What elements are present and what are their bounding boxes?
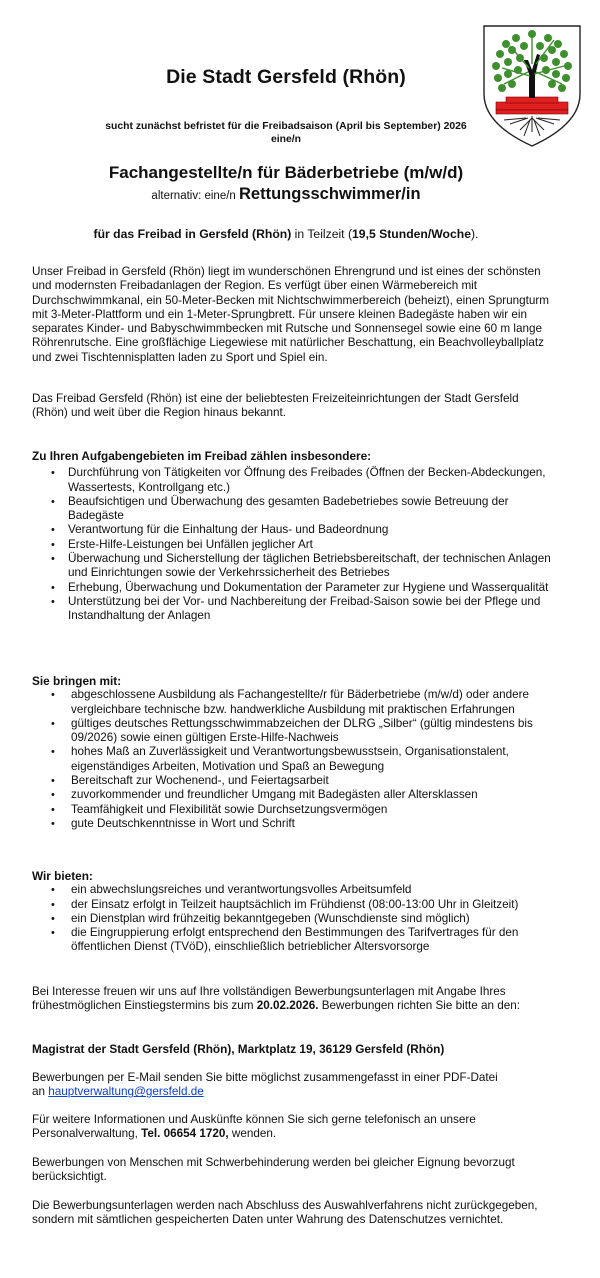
application-text: Bei Interesse freuen wir uns auf Ihre vollständigen Bewerbungsunterlagen mit Angabe Ihres frühestmöglichen Einstiegstermins bis zum: [32, 985, 506, 1013]
subtitle-line-2: eine/n: [270, 134, 302, 145]
list-item: • der Einsatz erfolgt in Teilzeit hauptsächlich im Frühdienst (08:00-13:00 Uhr in Gleitzeit): [32, 898, 552, 912]
list-item: • Beaufsichtigen und Überwachung des gesamten Badebetriebes sowie Betreuung der Badegäste: [32, 495, 552, 524]
list-item: • Erhebung, Überwachung und Dokumentation der Parameter zur Hygiene und Wasserqualität: [32, 581, 552, 595]
intro-paragraph-1: Unser Freibad in Gersfeld (Rhön) liegt im wunderschönen Ehrengrund und ist eines der schönsten und modernsten Freibadanlagen der Region. Es verfügt über einen Wärmebereich mit Durchschwimmkanal, ein 50-Meter-Becken mit Nichtschwimmerbereich (beheizt), einen Sprungturm mit 3-Meter-Plattform und ein 1-Meter-Sprungbrett. Für unsere kleinen Badegäste haben wir ein separates Kinder- und Babyschwimmbecken mit Rutsche und Sonnensegel sowie eine 60 m lange Röhrenrutsche. Eine großflächige Liegewiese mit natürlicher Beschattung, ein Beachvolleyballplatz und zwei Tischtennisplatten laden zu Sport und Spiel ein.: [32, 265, 550, 364]
list-item: • ein abwechslungsreiches und verantwortungsvolles Arbeitsumfeld: [32, 883, 552, 897]
offer-heading: Wir bieten:: [32, 869, 93, 883]
location-text: für das Freibad in Gersfeld (Rhön): [93, 227, 292, 241]
application-address: Magistrat der Stadt Gersfeld (Rhön), Marktplatz 19, 36129 Gersfeld (Rhön): [32, 1042, 445, 1056]
application-paragraph: [32, 985, 552, 1014]
list-item: • Überwachung und Sicherstellung der täglichen Betriebsbereitschaft, der technischen Anlagen und Einrichtungen sowie der Verkehrssicherheit des Betriebes: [32, 552, 552, 581]
tasks-heading: Zu Ihren Aufgabengebieten im Freibad zählen insbesondere:: [32, 449, 372, 463]
subtitle-line-1: sucht zunächst befristet für die Freibadsaison (April bis September) 2026: [105, 121, 467, 132]
tasks-section: [32, 449, 552, 624]
location-connector: in Teilzeit (: [291, 227, 353, 241]
list-item: • Verantwortung für die Einhaltung der Haus- und Badeordnung: [32, 523, 552, 537]
list-item: • gültiges deutsches Rettungsschwimmabzeichen der DLRG „Silber“ (gültig mindestens bis 09/2026) sowie einen gültigen Erste-Hilfe-Nachweis: [32, 717, 552, 746]
phone-paragraph: [32, 1113, 552, 1142]
phone-text: Für weitere Informationen und Auskünfte können Sie sich gerne telefonisch an unsere Personalverwaltung,: [32, 1113, 476, 1141]
tasks-list: [32, 466, 552, 623]
phone-text-after: wenden.: [228, 1127, 277, 1141]
offer-section: [32, 869, 552, 955]
list-item: • Bereitschaft zur Wochenend-, und Feiertagsarbeit: [32, 774, 552, 788]
list-item: • Erste-Hilfe-Leistungen bei Unfällen jeglicher Art: [32, 538, 552, 552]
hours-text: 19,5 Stunden/Woche: [352, 227, 471, 241]
offer-list: [32, 883, 552, 954]
email-prefix: an: [32, 1085, 49, 1099]
alternative-job-title: Rettungsschwimmer/in: [239, 185, 421, 203]
disability-note: Bewerbungen von Menschen mit Schwerbehinderung werden bei gleicher Eignung bevorzugt berücksichtigt.: [32, 1156, 515, 1184]
phone-number: Tel. 06654 1720,: [141, 1127, 229, 1141]
alternative-prefix: alternativ: eine/n: [151, 190, 236, 202]
email-link[interactable]: hauptverwaltung@gersfeld.de: [48, 1085, 204, 1099]
list-item: • ein Dienstplan wird frühzeitig bekanntgegeben (Wunschdienste sind möglich): [32, 912, 552, 926]
requirements-heading: Sie bringen mit:: [32, 674, 122, 688]
location-and-hours: [0, 226, 572, 242]
list-item: • Unterstützung bei der Vor- und Nachbereitung der Freibad-Saison sowie bei der Pflege und Instandhaltung der Anlagen: [32, 595, 552, 624]
list-item: • die Eingruppierung erfolgt entsprechend den Bestimmungen des Tarifvertrages für den öffentlichen Dienst (TVöD), einschließlich betrieblicher Altersvorsorge: [32, 926, 552, 955]
list-item: • Teamfähigkeit und Flexibilität sowie Durchsetzungsvermögen: [32, 803, 552, 817]
page-title: Die Stadt Gersfeld (Rhön): [166, 66, 406, 88]
location-closing: ).: [470, 227, 479, 241]
application-text-after: Bewerbungen richten Sie bitte an den:: [318, 999, 520, 1013]
list-item: • Durchführung von Tätigkeiten vor Öffnung des Freibades (Öffnen der Becken-Abdeckungen, Wassertests, Kontrollgang etc.): [32, 466, 552, 495]
job-title: Fachangestellte/n für Bäderbetriebe (m/w/d): [108, 163, 464, 182]
intro-paragraph-2: Das Freibad Gersfeld (Rhön) ist eine der beliebtesten Freizeiteinrichtungen der Stadt Gersfeld (Rhön) und weit über die Region hinaus bekannt.: [32, 392, 519, 420]
privacy-note: Die Bewerbungsunterlagen werden nach Abschluss des Auswahlverfahrens nicht zurückgegeben, sondern mit sämtlichen gespeicherten Daten unter Wahrung des Datenschutzes vernichtet.: [32, 1199, 538, 1227]
alternative-title: [0, 184, 572, 206]
list-item: • gute Deutschkenntnisse in Wort und Schrift: [32, 817, 552, 831]
list-item: • hohes Maß an Zuverlässigkeit und Verantwortungsbewusstsein, Organisationstalent, eigenständiges Arbeiten, Motivation und Spaß an Bewegung: [32, 745, 552, 774]
email-paragraph: [32, 1071, 552, 1100]
list-item: • abgeschlossene Ausbildung als Fachangestellte/r für Bäderbetriebe (m/w/d) oder andere vergleichbare technische bzw. handwerkliche Ausbildung mit praktischen Erfahrungen: [32, 688, 552, 717]
email-instructions: Bewerbungen per E-Mail senden Sie bitte möglichst zusammengefasst in einer PDF-Datei: [32, 1071, 498, 1084]
application-deadline: 20.02.2026.: [256, 999, 319, 1013]
requirements-section: [32, 674, 552, 831]
subtitle: [0, 120, 572, 146]
requirements-list: [32, 688, 552, 831]
list-item: • zuvorkommender und freundlicher Umgang mit Badegästen aller Altersklassen: [32, 788, 552, 802]
